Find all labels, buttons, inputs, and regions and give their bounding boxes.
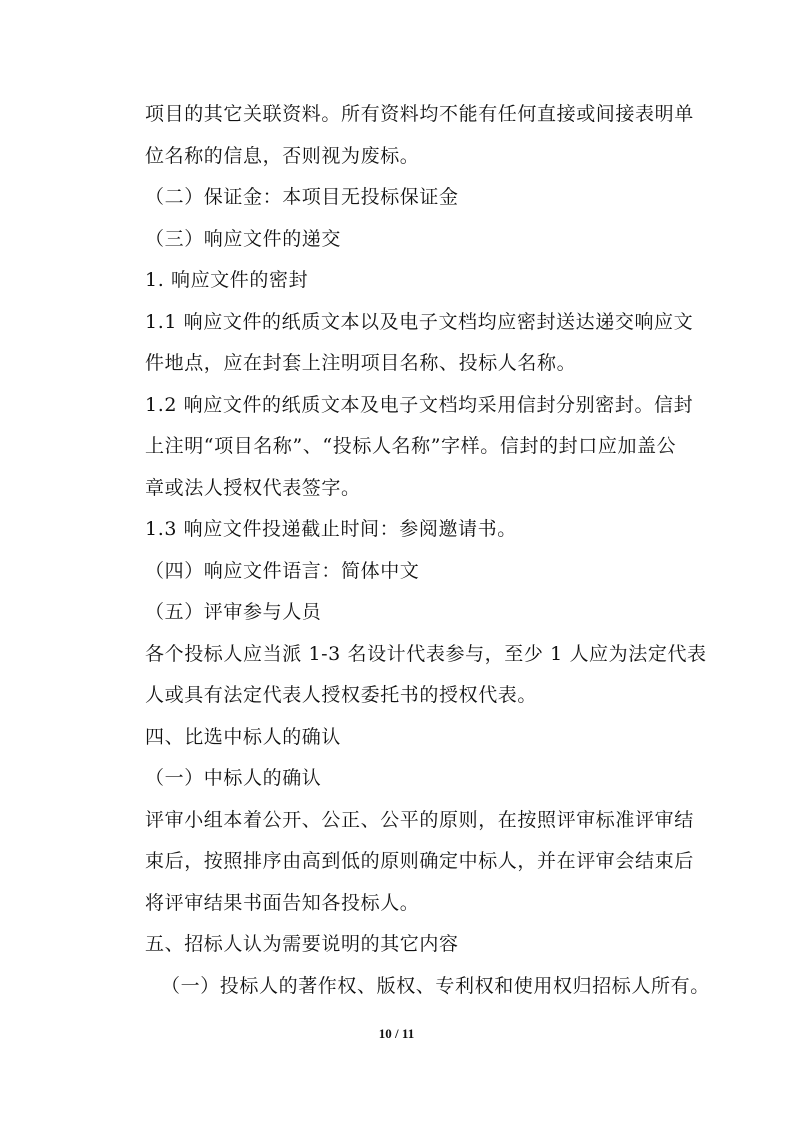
text-line: 束后，按照排序由高到低的原则确定中标人，并在评审会结束后 [145,850,694,872]
text-line: 项目的其它关联资料。所有资料均不能有任何直接或间接表明单 [145,103,694,125]
text-line: 位名称的信息，否则视为废标。 [145,144,420,167]
text-line: 各个投标人应当派 1-3 名设计代表参与，至少 1 人应为法定代表 [145,642,707,665]
text-line: 1.2 响应文件的纸质文本及电子文档均采用信封分别密封。信封 [145,393,694,416]
section-heading: （一）中标人的确认 [145,767,322,789]
text-line: 1.3 响应文件投递截止时间：参阅邀请书。 [145,518,517,540]
text-line: 1.1 响应文件的纸质文本以及电子文档均应密封送达递交响应文 [145,310,694,333]
chapter-heading: 五、招标人认为需要说明的其它内容 [145,933,459,955]
text-line: 章或法人授权代表签字。 [145,476,361,499]
text-line: 将评审结果书面告知各投标人。 [145,891,420,914]
document-body [145,94,710,1007]
text-line: 评审小组本着公开、公正、公平的原则，在按照评审标准评审结 [145,808,694,831]
chapter-heading: 四、比选中标人的确认 [145,725,342,748]
section-heading: （五）评审参与人员 [145,601,322,623]
text-line: 上注明“项目名称”、“投标人名称”字样。信封的封口应加盖公 [145,435,677,457]
section-heading: （一）投标人的著作权、版权、专利权和使用权归招标人所有。 [161,974,710,997]
page-number: 10 / 11 [378,1026,415,1041]
section-heading: （三）响应文件的递交 [145,227,342,250]
section-heading: （四）响应文件语言：简体中文 [145,559,420,582]
text-line: 人或具有法定代表人授权委托书的授权代表。 [145,684,538,706]
text-line: 件地点，应在封套上注明项目名称、投标人名称。 [145,352,577,374]
section-heading: （二）保证金：本项目无投标保证金 [145,186,459,208]
subsection-heading: 1. 响应文件的密封 [145,269,309,291]
